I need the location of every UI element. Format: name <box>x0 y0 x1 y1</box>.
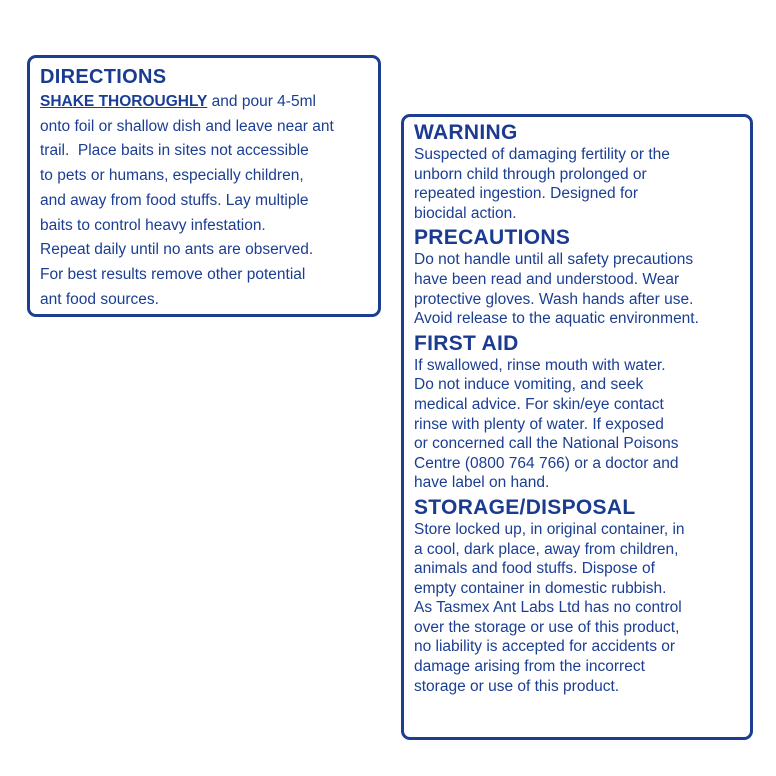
directions-line: Repeat daily until no ants are observed. <box>40 241 314 259</box>
safety-panel <box>401 114 753 740</box>
directions-heading: DIRECTIONS <box>40 66 167 88</box>
storage-heading: STORAGE/DISPOSAL <box>414 495 636 519</box>
first-aid-section <box>414 332 744 493</box>
directions-line: to pets or humans, especially children, <box>40 167 304 185</box>
directions-line: onto foil or shallow dish and leave near ant <box>40 117 334 135</box>
precautions-text: Do not handle until all safety precautions have been read and understood. Wear protective gloves. Wash hands after use. Avoid release to the aquatic environment. <box>414 251 699 328</box>
directions-line: ant food sources. <box>40 290 159 308</box>
shake-thoroughly: SHAKE THOROUGHLY <box>40 93 208 110</box>
directions-line: For best results remove other potential <box>40 265 306 283</box>
first-aid-heading: FIRST AID <box>414 331 519 355</box>
directions-line: and away from food stuffs. Lay multiple <box>40 191 309 209</box>
directions-panel <box>27 55 381 317</box>
directions-line: SHAKE THOROUGHLY and pour 4-5ml <box>40 93 316 110</box>
precautions-heading: PRECAUTIONS <box>414 226 571 250</box>
storage-text: Store locked up, in original container, in a cool, dark place, away from children, animals and food stuffs. Dispose of empty container in domestic rubbish. As Tasmex Ant Labs Ltd has no control over the storage or use of this product, no liability is accepted for accidents or damage arising from the incorrect storage or use of this product. <box>414 520 685 695</box>
storage-section <box>414 496 744 696</box>
first-aid-text: If swallowed, rinse mouth with water. Do not induce vomiting, and seek medical advice. For skin/eye contact rinse with plenty of water. If exposed or concerned call the National Poisons Centre (0800 764 766) or a doctor and have label on hand. <box>414 356 679 492</box>
precautions-section <box>414 226 744 328</box>
directions-line: baits to control heavy infestation. <box>40 216 266 234</box>
directions-text <box>40 90 370 312</box>
warning-text: Suspected of damaging fertility or the unborn child through prolonged or repeated ingestion. Designed for biocidal action. <box>414 146 670 222</box>
directions-line: trail. Place baits in sites not accessible <box>40 142 309 160</box>
warning-section <box>414 121 744 223</box>
warning-heading: WARNING <box>414 121 518 144</box>
